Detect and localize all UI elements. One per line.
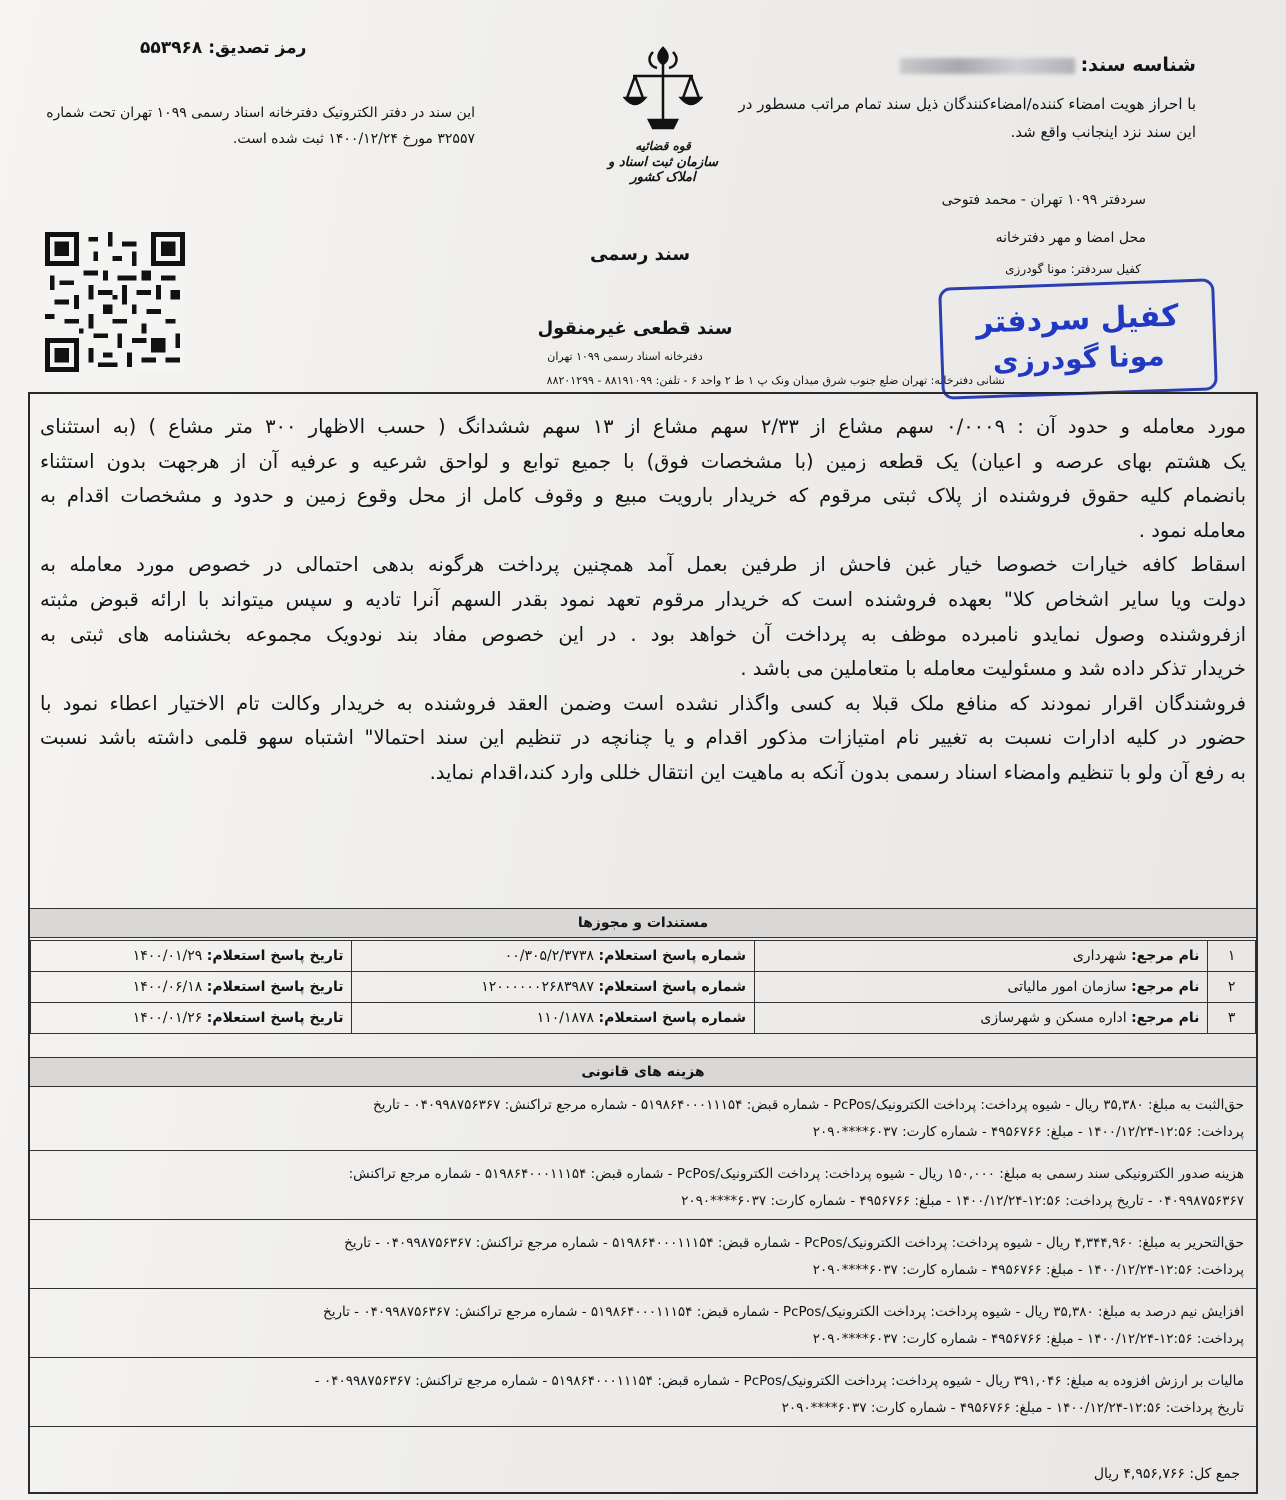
response-date-cell [31, 1003, 352, 1034]
deputy-name: کفیل سردفتر: مونا گودرزی [1005, 262, 1141, 276]
fee-line: پرداخت: ۱۲:۵۶-۱۴۰۰/۱۲/۲۴ - مبلغ: ۴۹۵۶۷۶۶ - شماره کارت: ۶۰۳۷****۲۰۹۰ [812, 1124, 1244, 1140]
text-line: یک هشتم بهای عرصه و اعیان) یک قطعه زمین (با مشخصات فوق) با جمیع توابع و لواحق شرعیه و عرفیه آن از هرجهت بدون استثناء [40, 449, 1246, 473]
authority-cell [755, 1003, 1208, 1034]
fee-line: ۰۴۰۹۹۸۷۵۶۳۶۷ - تاریخ پرداخت: ۱۲:۵۶-۱۴۰۰/۱۲/۲۴ - مبلغ: ۴۹۵۶۷۶۶ - شماره کارت: ۶۰۳۷****۲۰۹۰ [681, 1193, 1244, 1209]
text-line: مورد معامله و حدود آن : ۰/۰۰۰۹ سهم مشاع از ۲/۳۳ سهم مشاع از ۱۳ سهم ششدانگ ( حسب الاظهار ۳۰۰ متر مشاع ) (به استثنای [40, 415, 1246, 438]
registration-text: این سند در دفتر الکترونیک دفترخانه اسناد رسمی ۱۰۹۹ تهران تحت شماره ۳۲۵۵۷ مورخ ۱۴۰۰/۱۲/۲۴ ثبت شده است. [46, 105, 475, 147]
row-number: ۱ [1208, 941, 1256, 972]
response-date-label: تاریخ پاسخ استعلام: [206, 1010, 344, 1026]
response-number-value: ۱۲۰۰۰۰۰۰۲۶۸۳۹۸۷ [481, 979, 595, 995]
transaction-text [40, 410, 1246, 791]
fee-item [30, 1362, 1256, 1427]
doc-title: سند قطعی غیرمنقول [537, 318, 733, 339]
response-number-value: ۱۱۰/۱۸۷۸ [536, 1010, 595, 1026]
sign-place: محل امضا و مهر دفترخانه [995, 230, 1146, 246]
document-id [900, 54, 1196, 76]
response-number-label: شماره پاسخ استعلام: [598, 1010, 747, 1026]
authority-cell [755, 972, 1208, 1003]
total-label: جمع کل: [1189, 1466, 1240, 1482]
fee-item [30, 1224, 1256, 1289]
judiciary-emblem [608, 40, 718, 205]
response-date-value: ۱۴۰۰/۰۱/۲۹ [132, 948, 203, 964]
scales-of-justice-icon [623, 40, 703, 135]
approval-code [140, 38, 306, 58]
fee-line: پرداخت: ۱۲:۵۶-۱۴۰۰/۱۲/۲۴ - مبلغ: ۴۹۵۶۷۶۶ - شماره کارت: ۶۰۳۷****۲۰۹۰ [812, 1331, 1244, 1347]
fee-item [30, 1086, 1256, 1151]
office-chief: سردفتر ۱۰۹۹ تهران - محمد فتوحی [941, 192, 1146, 208]
fees-total [1030, 1466, 1240, 1482]
text-line: اسقاط کافه خیارات خصوصا خیار غبن فاحش از طرفین بعمل آمد همچنین پرداخت هرگونه بدهی احتمالی در خصوص مورد معامله به [40, 553, 1246, 577]
approval-code-value: ۵۵۳۹۶۸ [140, 38, 203, 58]
fee-line: مالیات بر ارزش افزوده به مبلغ: ۳۹۱,۰۴۶ ریال - شیوه پرداخت: پرداخت الکترونیک/PcPos - شماره قبض: ۵۱۹۸۶۴۰۰۰۱۱۱۵۴ - شماره مرجع تراکنش: ۰۴۰۹۹۸۷۵۶۳۶۷ - [314, 1373, 1244, 1389]
row-number: ۲ [1208, 972, 1256, 1003]
authority-value: شهرداری [1072, 948, 1127, 964]
response-date-label: تاریخ پاسخ استعلام: [206, 979, 344, 995]
text-line: ازفروشنده وصول نمایدو نامبرده موظف به پرداخت آن خواهد بود . در این خصوص مفاد بند نودویک مجموعه بخشنامه های ثبتی به [40, 622, 1246, 646]
response-date-label: تاریخ پاسخ استعلام: [206, 948, 344, 964]
authority-label: نام مرجع: [1131, 948, 1200, 964]
fee-line: حق‌التحریر به مبلغ: ۴,۳۴۴,۹۶۰ ریال - شیوه پرداخت: پرداخت الکترونیک/PcPos - شماره قبض: ۵۱۹۸۶۴۰۰۰۱۱۱۵۴ - شماره مرجع تراکنش: ۰۴۰۹۹۸۷۵۶۳۶۷ - تاریخ [344, 1235, 1244, 1251]
fee-item [30, 1293, 1256, 1358]
fee-line: افزایش نیم درصد به مبلغ: ۳۵,۳۸۰ ریال - شیوه پرداخت: پرداخت الکترونیک/PcPos - شماره قبض: ۵۱۹۸۶۴۰۰۰۱۱۱۵۴ - شماره مرجع تراکنش: ۰۴۰۹۹۸۷۵۶۳۶۷ - تاریخ [323, 1304, 1244, 1320]
total-value: ۴,۹۵۶,۷۶۶ ریال [1093, 1466, 1185, 1482]
response-number-label: شماره پاسخ استعلام: [598, 979, 747, 995]
text-line: به رفع آن ولو با تنظیم وامضاء اسناد رسمی بدون آنکه به ماهیت این انتقال خللی وارد کند،اقدام نماید. [429, 760, 1246, 784]
response-number-cell [352, 972, 755, 1003]
response-number-label: شماره پاسخ استعلام: [598, 948, 747, 964]
document-id-label: شناسه سند: [1080, 54, 1196, 76]
authority-value: سازمان امور مالیاتی [1007, 979, 1127, 995]
fee-line: پرداخت: ۱۲:۵۶-۱۴۰۰/۱۲/۲۴ - مبلغ: ۴۹۵۶۷۶۶ - شماره کارت: ۶۰۳۷****۲۰۹۰ [812, 1262, 1244, 1278]
authority-label: نام مرجع: [1131, 979, 1200, 995]
response-date-cell [31, 972, 352, 1003]
judiciary-caption: قوه قضائیه [635, 139, 691, 153]
qr-code-icon [45, 232, 185, 372]
text-line: دولت ویا سایر اشخاص کلا" بعهده فروشنده است که خریدار مرقوم تعهد نمود بقدر السهم آنرا تادیه و سپس میتواند با ارائه قبوض مثبته [40, 587, 1246, 611]
text-line: فروشندگان اقرار نمودند که منافع ملک قبلا به کسی واگذار نشده است وضمن العقد فروشنده به خریدار وکالت تام الاختیار اعطاء نمود با [40, 691, 1246, 715]
fee-line: تاریخ پرداخت: ۱۲:۵۶-۱۴۰۰/۱۲/۲۴ - مبلغ: ۴۹۵۶۷۶۶ - شماره کارت: ۶۰۳۷****۲۰۹۰ [781, 1400, 1244, 1416]
table-row [31, 972, 1256, 1003]
approval-code-label: رمز تصدیق: [208, 38, 307, 58]
permits-table [30, 940, 1256, 1034]
fee-line: هزینه صدور الکترونیکی سند رسمی به مبلغ: ۱۵۰,۰۰۰ ریال - شیوه پرداخت: پرداخت الکترونیک/PcPos - شماره قبض: ۵۱۹۸۶۴۰۰۰۱۱۱۵۴ - شماره مرجع تراکنش: [348, 1166, 1244, 1182]
redacted-id [900, 58, 1075, 74]
fee-item [30, 1155, 1256, 1220]
deputy-stamp [938, 278, 1218, 400]
stamp-line-2: مونا گودرزی [992, 339, 1166, 378]
fees-header: هزینه های قانونی [30, 1057, 1256, 1087]
text-line: معامله نمود . [1138, 518, 1246, 542]
office-name: دفترخانه اسناد رسمی ۱۰۹۹ تهران [547, 350, 703, 363]
text-line: حضور در کلیه ادارات نسبت به تغییر نام امتیازات مذکور اقدام و یا چنانچه در تنظیم این سند احتمالا" اشتباه سهو قلمی داشته باشد نسبت [40, 726, 1246, 750]
fee-line: حق‌الثبت به مبلغ: ۳۵,۳۸۰ ریال - شیوه پرداخت: پرداخت الکترونیک/PcPos - شماره قبض: ۵۱۹۸۶۴۰۰۰۱۱۱۵۴ - شماره مرجع تراکنش: ۰۴۰۹۹۸۷۵۶۳۶۷ - تاریخ [372, 1097, 1244, 1113]
stamp-line-1: کفیل سردفتر [975, 298, 1180, 341]
doc-type: سند رسمی [589, 244, 691, 265]
verification-text: با احراز هویت امضاء کننده/امضاءکنندگان ذیل سند تمام مراتب مسطور در این سند نزد اینجانب واقع شد. [738, 95, 1196, 141]
response-date-cell [31, 941, 352, 972]
table-row [31, 1003, 1256, 1034]
permits-header: مستندات و مجوزها [30, 908, 1256, 938]
response-number-cell [352, 1003, 755, 1034]
text-line: بانضمام کلیه حقوق فروشنده از پلاک ثبتی مرقوم که خریدار بارویت مبیع و وقوف کامل از محل وقوع زمین و حدود و مشخصات اقدام به [40, 484, 1246, 508]
response-number-cell [352, 941, 755, 972]
response-number-value: ۰۰/۳۰۵/۲/۳۷۳۸ [504, 948, 595, 964]
table-row [31, 941, 1256, 972]
organization-caption: سازمان ثبت اسناد و املاک کشور [608, 155, 718, 185]
authority-label: نام مرجع: [1131, 1010, 1200, 1026]
row-number: ۳ [1208, 1003, 1256, 1034]
response-date-value: ۱۴۰۰/۰۱/۲۶ [132, 1010, 203, 1026]
response-date-value: ۱۴۰۰/۰۶/۱۸ [132, 979, 203, 995]
office-address: نشانی دفترخانه: تهران ضلع جنوب شرق میدان ونک پ ۱ ط ۲ واحد ۶ - تلفن: ۸۸۱۹۱۰۹۹ - ۸۸۲۰۱۲۹۹ [546, 374, 1005, 387]
authority-cell [755, 941, 1208, 972]
text-line: خریدار تذکر داده شد و مسئولیت معامله با متعاملین می باشد . [740, 657, 1246, 681]
authority-value: اداره مسکن و شهرسازی [980, 1010, 1127, 1026]
